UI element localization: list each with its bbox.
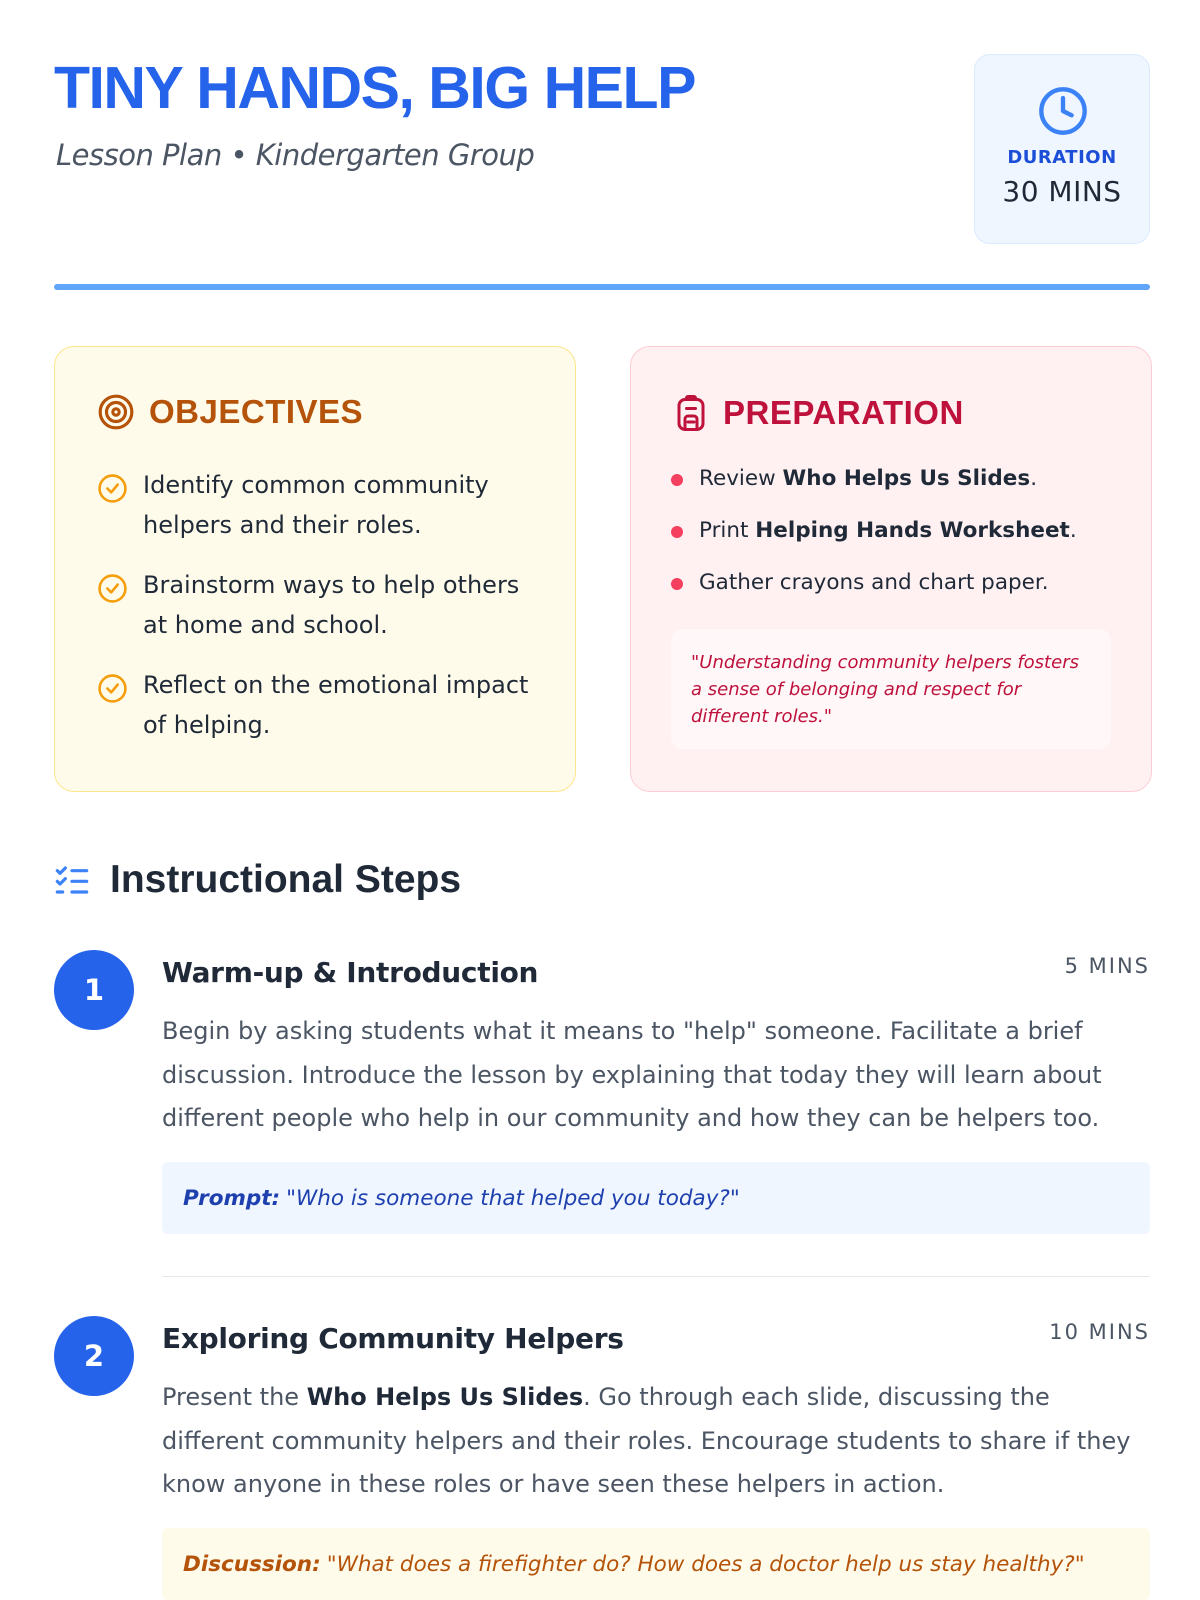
objective-item: [97, 465, 537, 545]
step-callout: [162, 1528, 1150, 1600]
preparation-item: Review Who Helps Us Slides.: [671, 465, 1131, 493]
steps-heading: Instructional Steps: [110, 858, 462, 901]
check-circle-icon: [97, 673, 128, 704]
bullet-dot: [671, 474, 683, 486]
material-name: Helping Hands Worksheet: [755, 518, 1070, 543]
callout-text: "What does a firefighter do? How does a doctor help us stay healthy?": [326, 1551, 1085, 1577]
step-duration: 5 MINS: [1064, 954, 1150, 978]
preparation-item: Gather crayons and chart paper.: [671, 569, 1131, 597]
clock-icon: [1037, 85, 1089, 137]
material-name: Who Helps Us Slides: [306, 1383, 584, 1411]
step-item: [54, 950, 1150, 1280]
callout-label: Discussion:: [183, 1551, 321, 1577]
step-separator: [162, 1276, 1150, 1277]
step-title: Exploring Community Helpers: [162, 1322, 624, 1355]
check-circle-icon: [97, 473, 128, 504]
list-check-icon: [54, 864, 90, 896]
callout-text: "Who is someone that helped you today?": [286, 1185, 740, 1211]
preparation-heading: PREPARATION: [723, 394, 964, 431]
lesson-header: [54, 54, 1150, 244]
preparation-card: [630, 346, 1152, 792]
step-number: 1: [54, 950, 134, 1030]
bullet-dot: [671, 526, 683, 538]
header-divider: [54, 284, 1150, 290]
bullet-dot: [671, 578, 683, 590]
target-icon: [97, 393, 135, 431]
step-title: Warm-up & Introduction: [162, 956, 539, 989]
step-item: [54, 1316, 1150, 1600]
step-description: Begin by asking students what it means to "help" someone. Facilitate a brief discussion. Introduce the lesson by explaining that today they will learn about different people who help in our community and how they can be helpers too.: [162, 1017, 1102, 1132]
step-number: 2: [54, 1316, 134, 1396]
preparation-list: [671, 465, 1131, 621]
duration-label: DURATION: [1007, 147, 1117, 168]
callout-label: Prompt:: [183, 1185, 281, 1211]
step-duration: 10 MINS: [1049, 1320, 1150, 1344]
preparation-quote: "Understanding community helpers fosters a sense of belonging and respect for different roles.": [671, 629, 1111, 749]
material-name: Who Helps Us Slides: [782, 466, 1031, 491]
objective-item: [97, 665, 537, 745]
steps-header: [54, 858, 461, 902]
objective-item: [97, 565, 537, 645]
preparation-header: [673, 393, 964, 433]
objectives-header: [97, 393, 363, 431]
objective-text: Identify common community helpers and their roles.: [143, 471, 489, 539]
check-circle-icon: [97, 573, 128, 604]
objectives-list: [97, 465, 537, 765]
objective-text: Brainstorm ways to help others at home and school.: [143, 571, 520, 639]
objective-text: Reflect on the emotional impact of helping.: [143, 671, 529, 739]
step-callout: [162, 1162, 1150, 1234]
backpack-icon: [673, 393, 709, 433]
duration-card: [974, 54, 1150, 244]
preparation-item: Print Helping Hands Worksheet.: [671, 517, 1131, 545]
page-title: TINY HANDS, BIG HELP: [54, 55, 695, 121]
step-description: Present the Who Helps Us Slides. Go through each slide, discussing the different community helpers and their roles. Encourage students to share if they know anyone in these roles or have seen these helpers in action.: [162, 1383, 1131, 1498]
page-subtitle: Lesson Plan • Kindergarten Group: [56, 138, 535, 172]
objectives-card: [54, 346, 576, 792]
objectives-heading: OBJECTIVES: [149, 393, 364, 430]
duration-value: 30 MINS: [1002, 175, 1122, 208]
